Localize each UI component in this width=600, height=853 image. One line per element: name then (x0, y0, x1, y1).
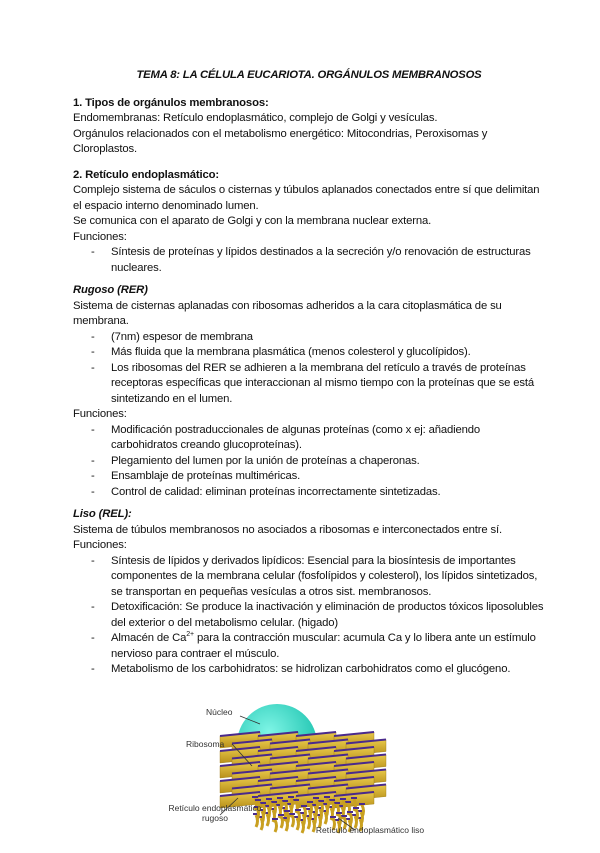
ribosome-mark (330, 816, 336, 818)
list-item: - Síntesis de lípidos y derivados lipídicos: Esencial para la biosíntesis de importantes componentes de la membrana celular (fosfolípidos y colesterol), los lípidos sintetizados, se transportan en pequeñas vesículas a otros sist. membranosos. (73, 554, 545, 601)
tubule (316, 799, 318, 811)
ribosome-mark (351, 797, 357, 799)
ribosome-mark (272, 818, 278, 820)
list-item: - Más fluida que la membrana plasmática (menos colesterol y glucolípidos). (73, 345, 545, 361)
ribosome-mark (295, 809, 301, 811)
paragraph: Complejo sistema de sáculos o cisternas y túbulos aplanados conectados entre sí que delimitan el espacio interno denominado lumen. (73, 184, 540, 212)
ribosome-mark (301, 805, 307, 807)
text: para la contracción muscular: acumula Ca y lo libera ante un estímulo nervioso para contraer el músculo. (111, 632, 536, 660)
paragraph: Funciones: (73, 539, 127, 551)
document-page (73, 68, 545, 678)
tubule (298, 811, 300, 823)
label-smooth-er: Retículo endoplasmático liso (315, 825, 425, 835)
page-title: TEMA 8: LA CÉLULA EUCARIOTA. ORGÁNULOS MEMBRANOSOS (136, 69, 482, 81)
list-item: - Los ribosomas del RER se adhieren a la membrana del retículo a través de proteínas receptoras específicas que interaccionan al mismo tiempo con la proteínas que se está sintetizando en el lumen. (73, 361, 545, 408)
section-heading: 1. Tipos de orgánulos membranosos: (73, 96, 269, 109)
ribosome-mark (307, 801, 313, 803)
bullet-list (73, 245, 545, 276)
tubule (310, 803, 312, 815)
paragraph: Funciones: (73, 230, 127, 243)
tubule (292, 815, 294, 827)
tubule (356, 809, 358, 821)
ribosome-mark (340, 798, 346, 800)
tubule (285, 802, 287, 814)
list-item: - (7nm) espesor de membrana (73, 330, 545, 346)
bullet-list (73, 554, 545, 678)
paragraph: Funciones: (73, 408, 127, 420)
ribosome-mark (313, 797, 319, 799)
tubule (348, 803, 350, 815)
paragraph: Endomembranas: Retículo endoplasmático, complejo de Golgi y vesículas. (73, 112, 438, 124)
paragraph: Sistema de cisternas aplanadas con ribosomas adheridos a la cara citoplasmática de su membrana. (73, 299, 502, 327)
label-nucleus: Núcleo (206, 707, 233, 717)
tubule (350, 813, 352, 825)
list-item: - Detoxificación: Se produce la inactivación y eliminación de productos tóxicos liposolubles del exterior o del metabolismo celular. (higado) (73, 600, 545, 631)
ribosome-mark (293, 799, 299, 801)
tubule (337, 804, 339, 816)
ribosome-mark (324, 796, 330, 798)
ribosome-mark (347, 811, 353, 813)
list-item: - Metabolismo de los carbohidratos: se hidrolizan carbohidratos como el glucógeno. (73, 662, 545, 678)
list-item: - Plegamiento del lumen por la unión de proteínas a chaperonas. (73, 454, 545, 470)
tubule (274, 803, 276, 815)
tubule (287, 812, 289, 824)
tubule (296, 801, 298, 813)
ribosome-mark (271, 801, 277, 803)
ribosome-mark (284, 810, 290, 812)
ribosome-mark (345, 801, 351, 803)
tubule (354, 799, 356, 811)
tubule (281, 816, 283, 828)
tubule (280, 799, 282, 811)
tubule (327, 798, 329, 810)
ribosome-mark (329, 799, 335, 801)
tubule (291, 798, 293, 810)
list-item (73, 631, 545, 662)
ribosome-mark (353, 807, 359, 809)
ribosome-mark (252, 796, 258, 798)
ribosome-mark (282, 800, 288, 802)
tubule (304, 807, 306, 819)
heading-text: Liso (REL) (73, 508, 128, 520)
ribosome-mark (341, 815, 347, 817)
tubule (332, 801, 334, 813)
tubule (343, 800, 345, 812)
ribosome-mark (278, 814, 284, 816)
ribosome-mark (255, 799, 261, 801)
ribosome-mark (359, 803, 365, 805)
tubule (362, 805, 364, 817)
ribosome-mark (288, 796, 294, 798)
list-item: - Modificación postraduccionales de algunas proteínas (como x ej: añadiendo carbohidratos creando glucoproteínas). (73, 423, 545, 454)
list-item: - Ensamblaje de proteínas multiméricas. (73, 469, 545, 485)
paragraph: Se comunica con el aparato de Golgi y con la membrana nuclear externa. (73, 215, 432, 227)
paragraph: Sistema de túbulos membranosos no asociados a ribosomas e interconectados entre sí. (73, 523, 502, 536)
ribosome-mark (289, 813, 295, 815)
label-rough-er: Retículo endoplasmático rugoso (168, 803, 262, 823)
ribosome-mark (266, 798, 272, 800)
subsection-heading (73, 507, 545, 523)
label-ribosome: Ribosoma (186, 739, 225, 749)
tubule (275, 820, 277, 832)
heading-suffix: : (127, 508, 132, 520)
ribosome-mark (336, 812, 342, 814)
er-illustration (160, 700, 440, 848)
section-heading: 2. Retículo endoplasmático: (73, 168, 219, 181)
text: Almacén de Ca (111, 632, 187, 644)
ribosome-mark (334, 802, 340, 804)
ribosome-mark (318, 800, 324, 802)
ribosome-mark (277, 797, 283, 799)
list-item: - Síntesis de proteínas y lípidos destinados a la secreción y/o renovación de estructuras nucleares. (73, 245, 545, 276)
tubule (321, 802, 323, 814)
list-item: - Control de calidad: eliminan proteínas incorrectamente sintetizadas. (73, 485, 545, 501)
rough-er-sheets (220, 732, 386, 808)
paragraph: Orgánulos relacionados con el metabolismo energético: Mitocondrias, Peroxisomas y Cloroplastos. (73, 127, 488, 155)
subsection-heading: Rugoso (RER) (73, 284, 148, 296)
superscript: 2+ (186, 631, 194, 639)
bullet-list (73, 423, 545, 501)
bullet-list (73, 330, 545, 408)
